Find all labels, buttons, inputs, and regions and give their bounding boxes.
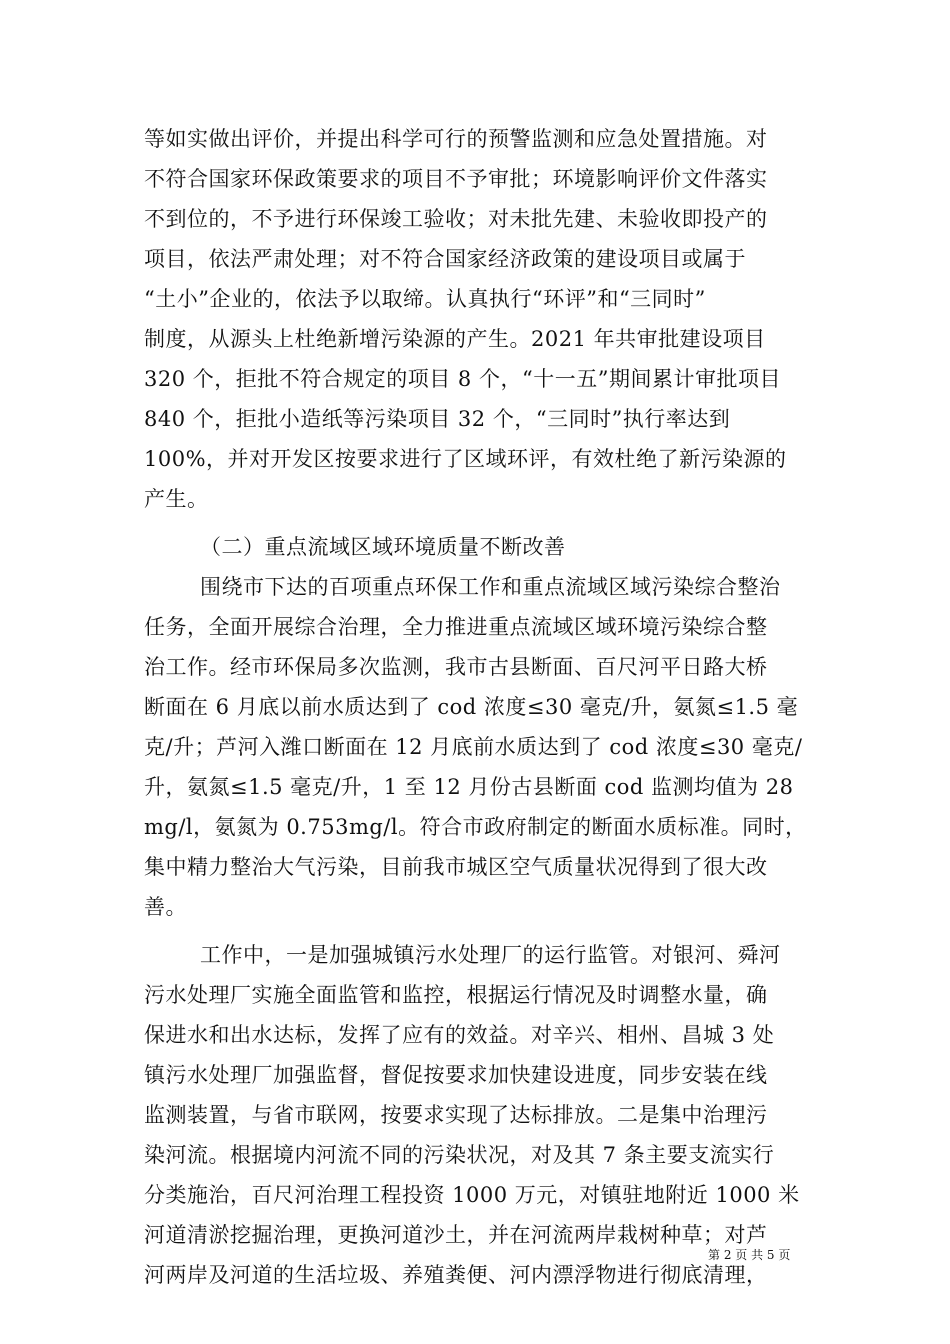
text-line: 工作中，一是加强城镇污水处理厂的运行监管。对银河、舜河 [200, 943, 781, 967]
text-line: 任务，全面开展综合治理，全力推进重点流域区域环境污染综合整 [144, 615, 768, 639]
text-line: 断面在 6 月底以前水质达到了 cod 浓度≤30 毫克/升，氨氮≤1.5 毫 [144, 695, 799, 719]
text-line: 分类施治，百尺河治理工程投资 1000 万元，对镇驻地附近 1000 米 [144, 1183, 800, 1207]
text-line: 河道清淤挖掘治理，更换河道沙土，并在河流两岸栽树种草；对芦 [144, 1223, 768, 1247]
page-number: 第 2 页 共 5 页 [708, 1248, 791, 1262]
text-line: 320 个，拒批不符合规定的项目 8 个，“十一五”期间累计审批项目 [144, 367, 781, 391]
text-line: mg/l，氨氮为 0.753mg/l。符合市政府制定的断面水质标准。同时， [144, 815, 807, 839]
text-line: 围绕市下达的百项重点环保工作和重点流域区域污染综合整治 [200, 575, 781, 599]
text-line: 840 个，拒批小造纸等污染项目 32 个，“三同时”执行率达到 [144, 407, 731, 431]
text-line: 制度，从源头上杜绝新增污染源的产生。2021 年共审批建设项目 [144, 327, 766, 351]
text-line: 克/升；芦河入潍口断面在 12 月底前水质达到了 cod 浓度≤30 毫克/ [144, 735, 803, 759]
text-line: “土小”企业的，依法予以取缔。认真执行“环评”和“三同时” [144, 287, 706, 311]
text-line: 河两岸及河道的生活垃圾、养殖粪便、河内漂浮物进行彻底清理， [144, 1263, 768, 1287]
text-line: 镇污水处理厂加强监督，督促按要求加快建设进度，同步安装在线 [144, 1063, 768, 1087]
text-line: 100%，并对开发区按要求进行了区域环评，有效杜绝了新污染源的 [144, 447, 787, 471]
text-line: 产生。 [144, 487, 209, 511]
text-line: 染河流。根据境内河流不同的污染状况，对及其 7 条主要支流实行 [144, 1143, 775, 1167]
text-line: 集中精力整治大气污染，目前我市城区空气质量状况得到了很大改 [144, 855, 768, 879]
text-line: 不到位的，不予进行环保竣工验收；对未批先建、未验收即投产的 [144, 207, 768, 231]
text-line: 等如实做出评价，并提出科学可行的预警监测和应急处置措施。对 [144, 127, 768, 151]
text-line: 升，氨氮≤1.5 毫克/升，1 至 12 月份古县断面 cod 监测均值为 28 [144, 775, 794, 799]
text-line: 污水处理厂实施全面监管和监控，根据运行情况及时调整水量，确 [144, 983, 768, 1007]
text-line: 监测装置，与省市联网，按要求实现了达标排放。二是集中治理污 [144, 1103, 768, 1127]
text-line: （二）重点流域区域环境质量不断改善 [200, 535, 566, 559]
text-line: 不符合国家环保政策要求的项目不予审批；环境影响评价文件落实 [144, 167, 768, 191]
text-line: 治工作。经市环保局多次监测，我市古县断面、百尺河平日路大桥 [144, 655, 768, 679]
text-line: 保进水和出水达标，发挥了应有的效益。对辛兴、相州、昌城 3 处 [144, 1023, 775, 1047]
text-line: 项目，依法严肃处理；对不符合国家经济政策的建设项目或属于 [144, 247, 746, 271]
text-line: 善。 [144, 895, 187, 919]
